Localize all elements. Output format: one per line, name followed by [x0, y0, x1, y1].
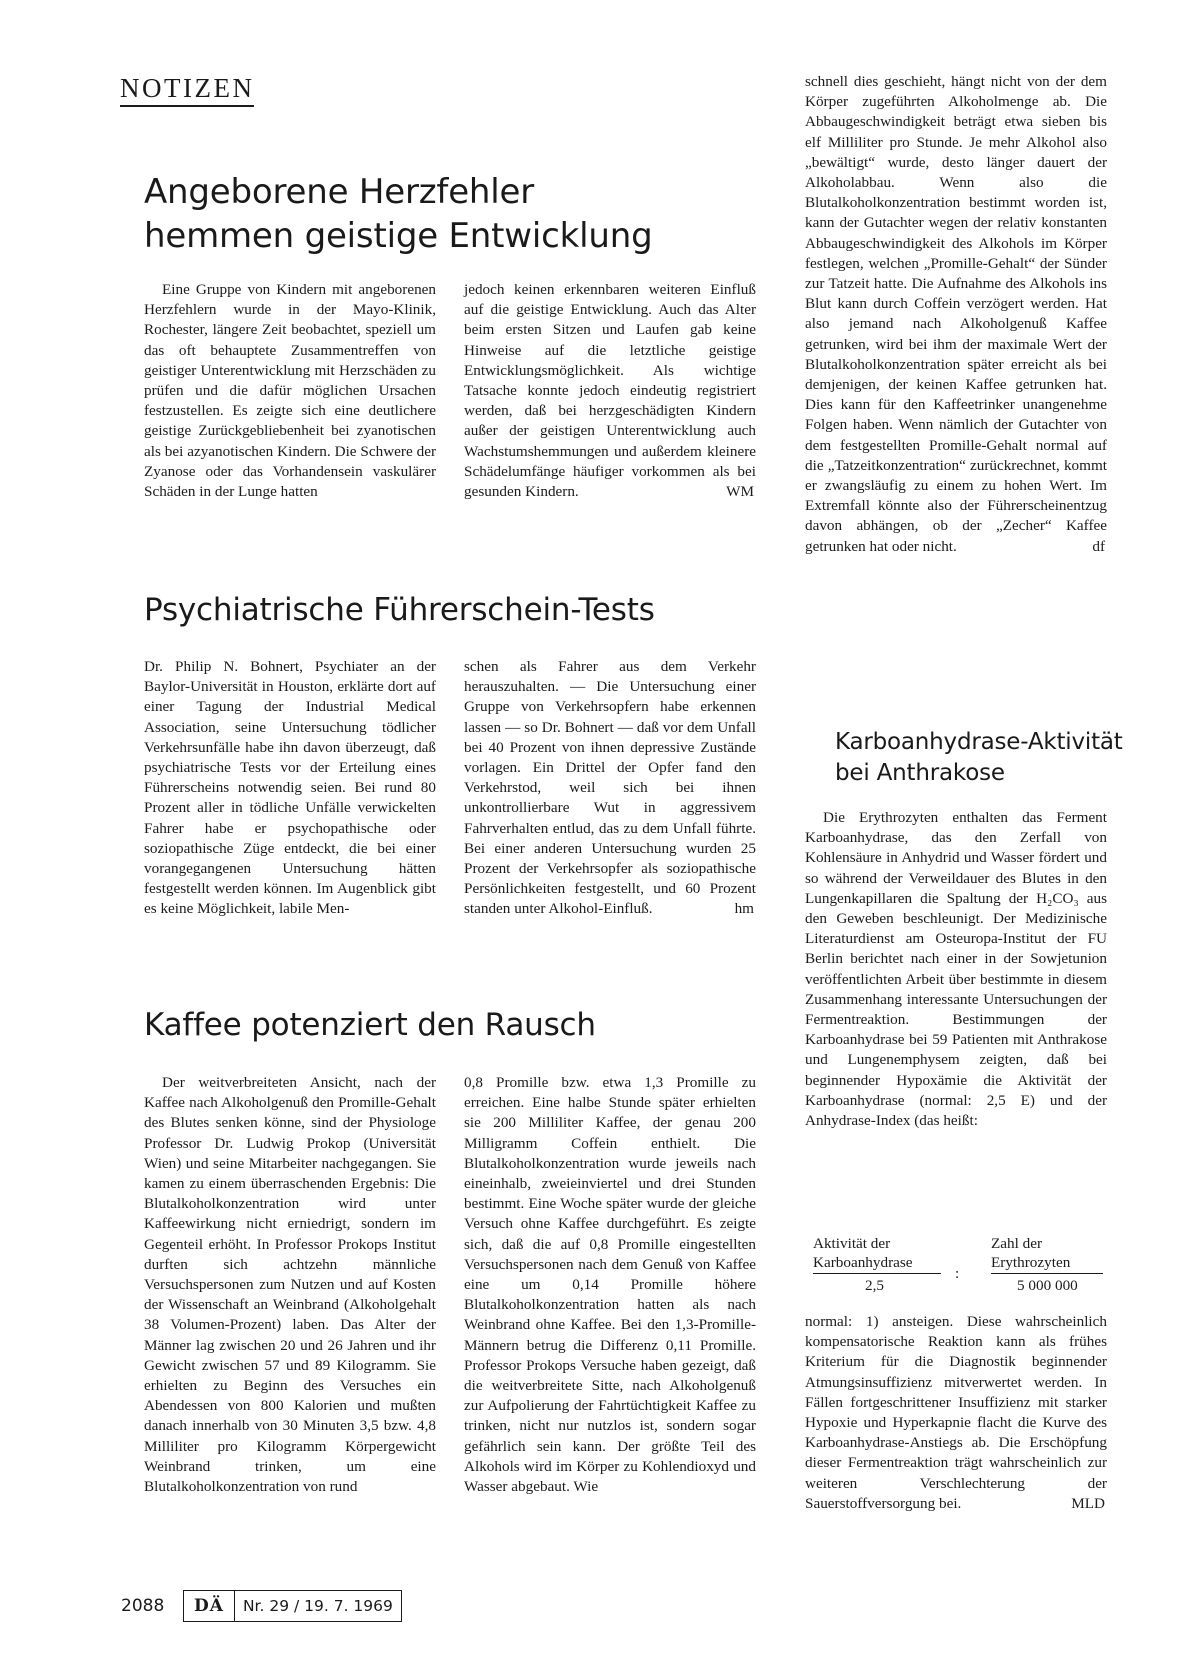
article-column-herzfehler-1 — [144, 280, 436, 502]
formula-right-fraction-bar — [991, 1273, 1103, 1274]
formula-right-denominator: 5 000 000 — [1017, 1277, 1078, 1294]
article-column-psych-2 — [464, 657, 756, 920]
formula-left-numerator-line1: Aktivität der — [813, 1235, 891, 1252]
paragraph-text: schen als Fahrer aus dem Verkehr herauszuhalten. — Die Untersuchung einer Gruppe von Verkehrsopfern habe erkennen lassen — so Dr. Bohnert — daß vor dem Unfall bei 40 Prozent von ihnen depressive Zustände vorlagen. Ein Drittel der Opfer fand den Verkehrstod, weil sich bei ihnen unkontrollierbare Wut in aggressivem Fahrverhalten entlud, das zu dem Unfall führte. Bei einer anderen Untersuchung wurden 25 Prozent der Verkehrsopfer als soziopathische Persönlichkeiten festgestellt, und 60 Prozent standen unter Alkohol-Einfluß. — [464, 658, 756, 918]
paragraph-text: normal: 1) ansteigen. Diese wahrscheinlich kompensatorische Reaktion kann als frühes Kriterium für die Diagnostik beginnender Atmungsinsuffizienz mitverwertet werden. In Fällen fortgeschrittener Insuffizienz mit starker Hypoxie und Hyperkapnie flacht die Kurve des Karboanhydrase-Anstiegs ab. Die Erschöpfung dieser Fermentreaktion trägt wahrscheinlich zur weiteren Verschlechterung der Sauerstoffversorgung bei. — [805, 1313, 1107, 1512]
paragraph-text: jedoch keinen erkennbaren weiteren Einfluß auf die geistige Entwicklung. Auch das Alter beim ersten Sitzen und Laufen gab keine Hinweise auf die letztliche geistige Entwicklungsmöglichkeit. Als wichtige Tatsache konnte jedoch eindeutig registriert werden, daß bei herzgeschädigten Kindern außer der geistigen Unterentwicklung auch Wachstumshemmungen und außerdem kleinere Schädelumfänge häufiger vorkommen als bei gesunden Kindern. — [464, 281, 756, 501]
section-label: NOTIZEN — [120, 74, 254, 107]
article-title-line: bei Anthrakose — [835, 760, 1005, 786]
article-title-herzfehler — [144, 170, 704, 258]
article-title-line: hemmen geistige Entwicklung — [144, 216, 653, 256]
paragraph: Dr. Philip N. Bohnert, Psychiater an der Baylor-Universität in Houston, erklärte dort auf einer Tagung der Industrial Medical Association, seine Untersuchung tödlicher Verkehrsunfälle habe ihn davon überzeugt, daß psychiatrische Tests vor der Erteilung eines Führerscheins notwendig seien. Bei rund 80 Prozent aller in tödliche Unfälle verwickelten Fahrer habe er psychopathische oder soziopathische Züge entdeckt, die bei einer vorangegangenen Untersuchung hätten festgestellt werden können. Im Augenblick gibt es keine Möglichkeit, labile Men- — [144, 658, 436, 918]
article-column-kaffee-1 — [144, 1073, 436, 1497]
article-column-karbo-1 — [805, 808, 1107, 1131]
ratio-formula — [813, 1234, 1109, 1298]
article-column-herzfehler-2 — [464, 280, 756, 502]
article-title-psychiatrische-tests: Psychiatrische Führerschein-Tests — [144, 592, 655, 628]
paragraph — [464, 657, 756, 920]
formula-right-numerator-line2: Erythrozyten — [991, 1254, 1071, 1271]
article-title-line: Karboanhydrase-Aktivität — [835, 729, 1123, 755]
journal-footer-box — [183, 1590, 402, 1622]
paragraph: Die Erythrozyten enthalten das Ferment Karboanhydrase, das den Zerfall von Kohlensäure in Anhydrid und Wasser fördert und so während der Verweildauer des Blutes in den Lungenkapillaren die Spaltung der H₂CO₃ aus den Geweben beschleunigt. Der Medizinische Literaturdienst am Osteuropa-Institut der FU Berlin berichtet nach einer in der Sowjetunion veröffentlichten Arbeit über bestimmte in diesem Zusammenhang interessante Untersuchungen der Fermentreaktion. Bestimmungen der Karboanhydrase bei 59 Patienten mit Anthrakose und Lungenemphysem zeigten, daß bei beginnender Hypoxämie die Aktivität der Karboanhydrase (normal: 2,5 E) und der Anhydrase-Index (das heißt: — [805, 809, 1107, 1130]
author-signature: hm — [734, 900, 754, 918]
paragraph — [805, 72, 1107, 557]
article-title-kaffee: Kaffee potenziert den Rausch — [144, 1007, 596, 1043]
paragraph-text: schnell dies geschieht, hängt nicht von der dem Körper zugeführten Alkoholmenge ab. Die Abbaugeschwindigkeit beträgt etwa sieben bis elf Milliliter pro Stunde. Je mehr Alkohol also „bewältigt“ wurde, desto länger dauert der Alkoholabbau. Wenn also die Blutalkoholkonzentration bestimmt worden ist, kann der Gutachter wegen der relativ konstanten Abbaugeschwindigkeit des Alkohols im Körper festlegen, welchen „Promille-Gehalt“ der Sünder zur Tatzeit hatte. Die Aufnahme des Alkohols ins Blut kann durch Coffein verzögert werden. Hat also jemand nach Alkoholgenuß Kaffee getrunken, wird bei ihm der maximale Wert der Blutalkoholkonzentration später erreicht als bei demjenigen, der keinen Kaffee getrunken hat. Dies kann für den Kaffeetrinker unangenehme Folgen haben. Wenn nämlich der Gutachter von dem festgestellten Promille-Gehalt normal auf die „Tatzeitkonzentration“ zurückrechnet, kommt er zwangsläufig zu einem zu hohen Wert. Im Extremfall könnte also der Führerscheinentzug davon abhängen, ob der „Zecher“ Kaffee getrunken hat oder nicht. — [805, 73, 1107, 555]
paragraph: Der weitverbreiteten Ansicht, nach der Kaffee nach Alkoholgenuß den Promille-Gehalt des Blutes senken könne, sind der Physiologe Professor Dr. Ludwig Prokop (Universität Wien) und seine Mitarbeiter nachgegangen. Sie kamen zu einem überraschenden Ergebnis: Die Blutalkoholkonzentration wird unter Kaffeewirkung nicht erniedrigt, sondern im Gegenteil erhöht. In Professor Prokops Institut durften sich achtzehn männliche Versuchspersonen zum Nutzen und auf Kosten der Wissenschaft an Weinbrand (Alkoholgehalt 38 Volumen-Prozent) laben. Das Alter der Männer lag zwischen 20 und 26 Jahren und ihr Gewicht zwischen 57 und 89 Kilogramm. Sie erhielten zu Beginn des Versuches ein Abendessen von 800 Kalorien und mußten danach innerhalb von 30 Minuten 3,5 bzw. 4,8 Milliliter pro Kilogramm Körpergewicht Weinbrand trinken, um eine Blutalkoholkonzentration von rund — [144, 1074, 436, 1496]
issue-info: Nr. 29 / 19. 7. 1969 — [242, 1597, 393, 1615]
author-signature: WM — [726, 483, 754, 501]
journal-logo: DÄ — [184, 1591, 235, 1621]
article-title-line: Angeborene Herzfehler — [144, 172, 535, 212]
paragraph — [805, 1312, 1107, 1514]
formula-operator: : — [955, 1265, 960, 1282]
article-title-karboanhydrase — [835, 727, 1125, 789]
article-column-kaffee-2 — [464, 1073, 756, 1497]
article-column-kaffee-3 — [805, 72, 1107, 557]
paragraph — [464, 280, 756, 502]
author-signature: MLD — [1071, 1494, 1105, 1512]
article-column-psych-1 — [144, 657, 436, 920]
formula-left-fraction-bar — [813, 1273, 941, 1274]
formula-left-denominator: 2,5 — [865, 1277, 884, 1294]
author-signature: df — [1092, 537, 1105, 555]
paragraph: 0,8 Promille bzw. etwa 1,3 Promille zu erreichen. Eine halbe Stunde später erhielten sie 200 Milliliter Kaffee, der genau 200 Milligramm Coffein enthielt. Die Blutalkoholkonzentration wurde jeweils nach eineinhalb, zweieinviertel und drei Stunden bestimmt. Eine Woche später wurde der gleiche Versuch ohne Kaffee durchgeführt. Es zeigte sich, daß die auf 0,8 Promille eingestellten Versuchspersonen nach dem Genuß von Kaffee eine um 0,14 Promille höhere Blutalkoholkonzentration hatten als nach Weinbrand ohne Kaffee. Bei den 1,3-Promille-Männern betrug die Differenz 0,11 Promille. Professor Prokops Versuche haben gezeigt, daß die weitverbreitete Sitte, nach Alkoholgenuß zur Aufpolierung der Fahrtüchtigkeit Kaffee zu trinken, nicht nur nutzlos ist, sondern sogar gefährlich sein kann. Der größte Teil des Alkohols wird im Körper zu Kohlendioxyd und Wasser abgebaut. Wie — [464, 1074, 756, 1496]
paragraph: Eine Gruppe von Kindern mit angeborenen Herzfehlern wurde in der Mayo-Klinik, Rochester, längere Zeit beobachtet, speziell um das oft behauptete Zusammentreffen von geistiger Unterentwicklung mit Herzschäden zu prüfen und die dafür möglichen Ursachen festzustellen. Es zeigte sich eine deutlichere geistige Zurückgebliebenheit bei zyanotischen als bei azyanotischen Kindern. Die Schwere der Zyanose oder das Vorhandensein vaskulärer Schäden in der Lunge hatten — [144, 281, 436, 501]
formula-left-numerator-line2: Karboanhydrase — [813, 1254, 913, 1271]
article-column-karbo-2 — [805, 1312, 1107, 1514]
formula-right-numerator-line1: Zahl der — [991, 1235, 1043, 1252]
page-number: 2088 — [121, 1596, 165, 1616]
